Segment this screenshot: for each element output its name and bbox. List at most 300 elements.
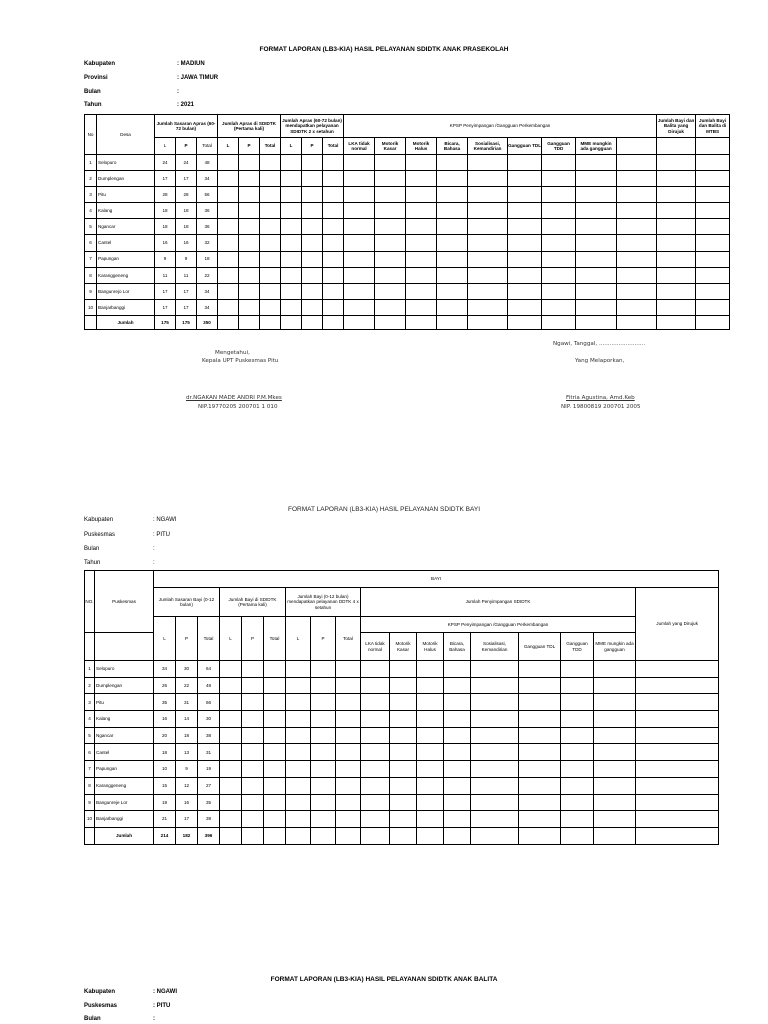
empty-cell <box>239 187 260 203</box>
empty-cell <box>696 187 730 203</box>
empty-cell <box>594 794 636 811</box>
empty-cell <box>561 694 594 711</box>
empty-cell <box>302 219 323 235</box>
empty-cell <box>468 235 508 251</box>
empty-cell <box>264 744 286 761</box>
place-date: Ngawi, Tanggal, .......................... <box>553 341 646 347</box>
empty-cell <box>636 744 719 761</box>
doc2-title: FORMAT LAPORAN (LB3-KIA) HASIL PELAYANAN SDIDTK BAYI <box>287 506 481 513</box>
empty-cell <box>311 677 336 694</box>
empty-cell <box>519 794 561 811</box>
empty-cell <box>406 171 437 187</box>
doc1-head-sosialisasi: Sosialisasi, Kemandirian <box>468 138 508 155</box>
empty-cell <box>636 694 719 711</box>
empty-cell <box>657 283 696 299</box>
doc1-head-sasaran: Jumlah Sasaran Apras (60-72 bulan) <box>155 115 218 138</box>
empty-cell <box>264 727 286 744</box>
row-desa: Ngancar <box>95 727 154 744</box>
empty-cell <box>576 171 617 187</box>
row-no: 1 <box>85 661 95 678</box>
empty-cell <box>260 299 281 315</box>
empty-cell <box>336 677 361 694</box>
empty-cell <box>260 283 281 299</box>
empty-cell <box>519 811 561 828</box>
row-no: 9 <box>85 794 95 811</box>
empty-cell <box>286 794 311 811</box>
doc2-meta-kabupaten-value: : NGAWI <box>153 517 177 523</box>
doc2-head-dirujuk: Jumlah yang Dirujuk <box>636 588 719 661</box>
row-l: 35 <box>154 694 176 711</box>
empty-cell <box>220 727 242 744</box>
empty-cell <box>336 694 361 711</box>
row-desa: Karanggeneng <box>97 267 155 283</box>
doc2-meta-puskesmas-label: Puskesmas <box>84 532 116 538</box>
empty-cell <box>260 171 281 187</box>
table-row <box>85 267 730 283</box>
empty-cell <box>286 744 311 761</box>
doc3-title: FORMAT LAPORAN (LB3-KIA) HASIL PELAYANAN SDIDTK ANAK BALITA <box>270 976 498 983</box>
empty-cell <box>286 677 311 694</box>
empty-cell <box>220 761 242 778</box>
doc2-total-t: 396 <box>198 827 220 844</box>
empty-cell <box>444 811 471 828</box>
empty-cell <box>617 219 657 235</box>
empty-cell <box>336 794 361 811</box>
empty-cell <box>361 694 390 711</box>
doc1-head-t2: Total <box>260 138 281 155</box>
doc1-head-p3: P <box>302 138 323 155</box>
empty-cell <box>336 744 361 761</box>
row-l: 20 <box>154 727 176 744</box>
empty-cell <box>696 267 730 283</box>
doc1-head-p2: P <box>239 138 260 155</box>
row-total: 34 <box>197 171 218 187</box>
empty-cell <box>375 283 406 299</box>
empty-cell <box>468 219 508 235</box>
empty-cell <box>657 171 696 187</box>
row-total: 35 <box>198 794 220 811</box>
row-no: 6 <box>85 235 97 251</box>
empty-cell <box>406 235 437 251</box>
empty-cell <box>218 235 239 251</box>
row-no: 5 <box>85 219 97 235</box>
empty-cell <box>542 187 576 203</box>
empty-cell <box>576 187 617 203</box>
empty-cell <box>594 811 636 828</box>
empty-cell <box>471 711 519 728</box>
row-p: 30 <box>176 661 198 678</box>
empty-cell <box>468 251 508 267</box>
doc2-head-tdl: Gangguan TDL <box>519 633 561 661</box>
doc2-head-no: NO. <box>85 571 95 633</box>
row-no: 8 <box>85 777 95 794</box>
reporter-title: Yang Melaporkan, <box>575 358 625 364</box>
row-desa: Pitu <box>95 694 154 711</box>
empty-cell <box>375 187 406 203</box>
empty-cell <box>561 711 594 728</box>
row-p: 11 <box>176 267 197 283</box>
doc1-meta-bulan-value: : <box>177 89 179 95</box>
empty-cell <box>218 267 239 283</box>
empty-cell <box>437 171 468 187</box>
doc2-head-4x: Jumlah Bayi (0-12 bulan) mendapatkan pelayanan DDTK 4 x setahun <box>286 588 361 617</box>
empty-cell <box>344 219 375 235</box>
empty-cell <box>242 711 264 728</box>
empty-cell <box>508 251 542 267</box>
doc1-head-l2: L <box>218 138 239 155</box>
doc1-head-l3: L <box>281 138 302 155</box>
empty-cell <box>375 267 406 283</box>
empty-cell <box>696 283 730 299</box>
empty-cell <box>657 299 696 315</box>
empty-cell <box>576 203 617 219</box>
empty-cell <box>696 235 730 251</box>
empty-cell <box>311 744 336 761</box>
empty-cell <box>617 155 657 171</box>
table-row <box>85 777 719 794</box>
empty-cell <box>242 794 264 811</box>
empty-cell <box>344 299 375 315</box>
empty-cell <box>542 299 576 315</box>
row-p: 16 <box>176 794 198 811</box>
empty-cell <box>361 727 390 744</box>
empty-cell <box>390 677 417 694</box>
empty-cell <box>696 171 730 187</box>
empty-cell <box>417 711 444 728</box>
empty-cell <box>617 235 657 251</box>
row-desa: Cantel <box>97 235 155 251</box>
empty-cell <box>220 694 242 711</box>
empty-cell <box>220 744 242 761</box>
table-row <box>85 727 719 744</box>
empty-cell <box>281 219 302 235</box>
empty-cell <box>437 203 468 219</box>
table-row <box>85 711 719 728</box>
row-no: 6 <box>85 744 95 761</box>
doc2-total-p: 182 <box>176 827 198 844</box>
table-row <box>85 203 730 219</box>
empty-cell <box>657 203 696 219</box>
empty-cell <box>519 777 561 794</box>
row-desa: Dumplengan <box>97 171 155 187</box>
doc1-meta-kabupaten-value: : MADIUN <box>177 61 205 67</box>
empty-cell <box>508 219 542 235</box>
empty-cell <box>323 299 344 315</box>
doc2-head-kpsp: KPSP Penyimpangan /Gangguan Perkembangan <box>361 617 636 633</box>
empty-cell <box>281 203 302 219</box>
empty-cell <box>508 299 542 315</box>
empty-cell <box>311 727 336 744</box>
table-row <box>85 694 719 711</box>
row-l: 21 <box>154 811 176 828</box>
row-l: 26 <box>154 677 176 694</box>
doc2-head-l3: L <box>286 617 311 661</box>
row-total: 34 <box>197 299 218 315</box>
empty-cell <box>417 777 444 794</box>
empty-cell <box>344 187 375 203</box>
empty-cell <box>239 203 260 219</box>
empty-cell <box>657 155 696 171</box>
empty-cell <box>281 155 302 171</box>
row-total: 19 <box>198 761 220 778</box>
row-p: 31 <box>176 694 198 711</box>
doc2-meta-tahun-label: Tahun <box>84 560 101 566</box>
empty-cell <box>344 267 375 283</box>
empty-cell <box>444 777 471 794</box>
row-l: 17 <box>155 283 176 299</box>
empty-cell <box>336 777 361 794</box>
row-total: 38 <box>198 811 220 828</box>
empty-cell <box>281 283 302 299</box>
empty-cell <box>218 187 239 203</box>
row-no: 4 <box>85 711 95 728</box>
row-desa: Pitu <box>97 187 155 203</box>
empty-cell <box>242 761 264 778</box>
empty-cell <box>576 299 617 315</box>
empty-cell <box>444 761 471 778</box>
head-title: Kepala UPT Puskesmas Pitu <box>202 358 279 364</box>
row-desa: Papungan <box>95 761 154 778</box>
row-total: 36 <box>197 203 218 219</box>
empty-cell <box>542 235 576 251</box>
row-l: 9 <box>155 251 176 267</box>
empty-cell <box>302 235 323 251</box>
empty-cell <box>636 794 719 811</box>
empty-cell <box>286 727 311 744</box>
table-row <box>85 155 730 171</box>
empty-cell <box>302 283 323 299</box>
empty-cell <box>471 811 519 828</box>
doc2-head-p1: P <box>176 617 198 661</box>
doc2-head-bicara: Bicara, Bahasa <box>444 633 471 661</box>
doc2-meta-kabupaten-label: Kabupaten <box>84 517 114 523</box>
empty-cell <box>617 299 657 315</box>
doc1-head-desa: Desa <box>97 115 155 155</box>
empty-cell <box>281 187 302 203</box>
doc2-head-bayi: BAYI <box>154 571 719 588</box>
row-desa: Selopuro <box>95 661 154 678</box>
empty-cell <box>471 727 519 744</box>
row-no: 3 <box>85 187 97 203</box>
empty-cell <box>242 744 264 761</box>
doc2-head-t3: Total <box>336 617 361 661</box>
empty-cell <box>336 761 361 778</box>
empty-cell <box>220 661 242 678</box>
row-desa: Bangunreje Lor <box>95 794 154 811</box>
row-total: 66 <box>198 694 220 711</box>
empty-cell <box>361 677 390 694</box>
empty-cell <box>260 267 281 283</box>
empty-cell <box>361 744 390 761</box>
empty-cell <box>437 251 468 267</box>
row-p: 17 <box>176 811 198 828</box>
empty-cell <box>220 811 242 828</box>
empty-cell <box>220 777 242 794</box>
row-total: 31 <box>198 744 220 761</box>
row-p: 18 <box>176 203 197 219</box>
empty-cell <box>242 694 264 711</box>
empty-cell <box>561 661 594 678</box>
empty-cell <box>311 777 336 794</box>
row-l: 19 <box>154 794 176 811</box>
empty-cell <box>286 811 311 828</box>
empty-cell <box>617 187 657 203</box>
row-total: 48 <box>198 677 220 694</box>
empty-cell <box>519 694 561 711</box>
table-row <box>85 219 730 235</box>
empty-cell <box>617 267 657 283</box>
empty-cell <box>468 171 508 187</box>
empty-cell <box>286 661 311 678</box>
empty-cell <box>242 727 264 744</box>
empty-cell <box>218 171 239 187</box>
empty-cell <box>361 794 390 811</box>
table-row <box>85 187 730 203</box>
empty-cell <box>444 794 471 811</box>
empty-cell <box>444 694 471 711</box>
empty-cell <box>444 677 471 694</box>
empty-cell <box>437 155 468 171</box>
row-desa: Karanggeneng <box>95 777 154 794</box>
empty-cell <box>576 155 617 171</box>
doc1-meta-kabupaten-label: Kabupaten <box>84 61 116 67</box>
mengetahui: Mengetahui, <box>215 350 250 356</box>
empty-cell <box>375 171 406 187</box>
doc2-head-pertama: Jumlah Bayi di SDIDTK (Pertama kali) <box>220 588 286 617</box>
empty-cell <box>519 677 561 694</box>
empty-cell <box>390 811 417 828</box>
empty-cell <box>468 299 508 315</box>
doc2-head-t1: Total <box>198 617 220 661</box>
empty-cell <box>406 155 437 171</box>
empty-cell <box>281 171 302 187</box>
empty-cell <box>264 661 286 678</box>
empty-cell <box>417 761 444 778</box>
empty-cell <box>242 811 264 828</box>
empty-cell <box>468 155 508 171</box>
row-p: 14 <box>176 711 198 728</box>
empty-cell <box>406 219 437 235</box>
empty-cell <box>344 203 375 219</box>
empty-cell <box>444 727 471 744</box>
row-desa: Bangunrejo Lor <box>97 283 155 299</box>
empty-cell <box>302 171 323 187</box>
empty-cell <box>594 744 636 761</box>
row-l: 10 <box>154 761 176 778</box>
empty-cell <box>336 711 361 728</box>
empty-cell <box>417 727 444 744</box>
empty-cell <box>323 235 344 251</box>
empty-cell <box>286 777 311 794</box>
table-row <box>85 171 730 187</box>
empty-cell <box>406 283 437 299</box>
doc3-meta-puskesmas-value: : PITU <box>153 1003 171 1009</box>
empty-cell <box>311 661 336 678</box>
row-total: 32 <box>197 235 218 251</box>
empty-cell <box>390 727 417 744</box>
empty-cell <box>542 219 576 235</box>
table-row <box>85 744 719 761</box>
doc3-meta-kabupaten-value: : NGAWI <box>153 989 177 995</box>
empty-cell <box>561 744 594 761</box>
empty-cell <box>361 711 390 728</box>
row-desa: Banjarbanggi <box>97 299 155 315</box>
empty-cell <box>406 251 437 267</box>
empty-cell <box>576 267 617 283</box>
empty-cell <box>594 777 636 794</box>
empty-cell <box>390 794 417 811</box>
empty-cell <box>508 267 542 283</box>
row-l: 16 <box>154 711 176 728</box>
row-p: 9 <box>176 761 198 778</box>
doc2-total-l: 214 <box>154 827 176 844</box>
doc2-head-puskesmas: Puskesmas <box>95 571 154 633</box>
empty-cell <box>437 267 468 283</box>
doc2-head-p3: P <box>311 617 336 661</box>
empty-cell <box>468 267 508 283</box>
empty-cell <box>264 761 286 778</box>
table-row <box>85 761 719 778</box>
row-no: 9 <box>85 283 97 299</box>
empty-cell <box>542 283 576 299</box>
empty-cell <box>406 187 437 203</box>
empty-cell <box>286 694 311 711</box>
doc3-meta-bulan-label: Bulan <box>84 1016 101 1022</box>
doc1-meta-tahun-value: : 2021 <box>177 102 195 108</box>
doc2-head-p2: P <box>242 617 264 661</box>
empty-cell <box>468 187 508 203</box>
row-p: 9 <box>176 251 197 267</box>
doc1-head-kpsp: KPSP Penyimpangan /Gangguan Perkembangan <box>344 115 657 138</box>
empty-cell <box>264 794 286 811</box>
row-desa: Papungan <box>97 251 155 267</box>
doc1-head-no: No <box>85 115 97 155</box>
empty-cell <box>281 251 302 267</box>
empty-cell <box>323 171 344 187</box>
doc1-head-mme: MME mungkin ada gangguan <box>576 138 617 155</box>
empty-cell <box>471 777 519 794</box>
row-l: 18 <box>155 219 176 235</box>
empty-cell <box>336 727 361 744</box>
empty-cell <box>390 777 417 794</box>
row-total: 56 <box>197 187 218 203</box>
empty-cell <box>561 727 594 744</box>
row-no: 8 <box>85 267 97 283</box>
empty-cell <box>542 251 576 267</box>
empty-cell <box>264 711 286 728</box>
doc3-meta-puskesmas-label: Puskesmas <box>84 1003 118 1009</box>
empty-cell <box>260 219 281 235</box>
row-desa: Kalang <box>97 203 155 219</box>
row-p: 16 <box>176 235 197 251</box>
doc1-head-l1: L <box>155 138 176 155</box>
empty-cell <box>542 267 576 283</box>
empty-cell <box>323 267 344 283</box>
empty-cell <box>696 155 730 171</box>
head-name: dr.NGAKAN MADE ANDRI P.M.Mkes <box>186 395 282 401</box>
empty-cell <box>264 811 286 828</box>
doc2-head-sosialisasi: Sosialisasi, Kemandirian <box>471 633 519 661</box>
doc1-head-t3: Total <box>323 138 344 155</box>
row-l: 28 <box>155 187 176 203</box>
row-l: 18 <box>155 203 176 219</box>
doc2-head-mme: MME mungkin ada gangguan <box>594 633 636 661</box>
empty-cell <box>437 219 468 235</box>
doc2-head-sasaran: Jumlah Sasaran Bayi (0-12 bulan) <box>154 588 220 617</box>
empty-cell <box>657 251 696 267</box>
doc2-head-lka: LKA tidak normal <box>361 633 390 661</box>
empty-cell <box>323 219 344 235</box>
